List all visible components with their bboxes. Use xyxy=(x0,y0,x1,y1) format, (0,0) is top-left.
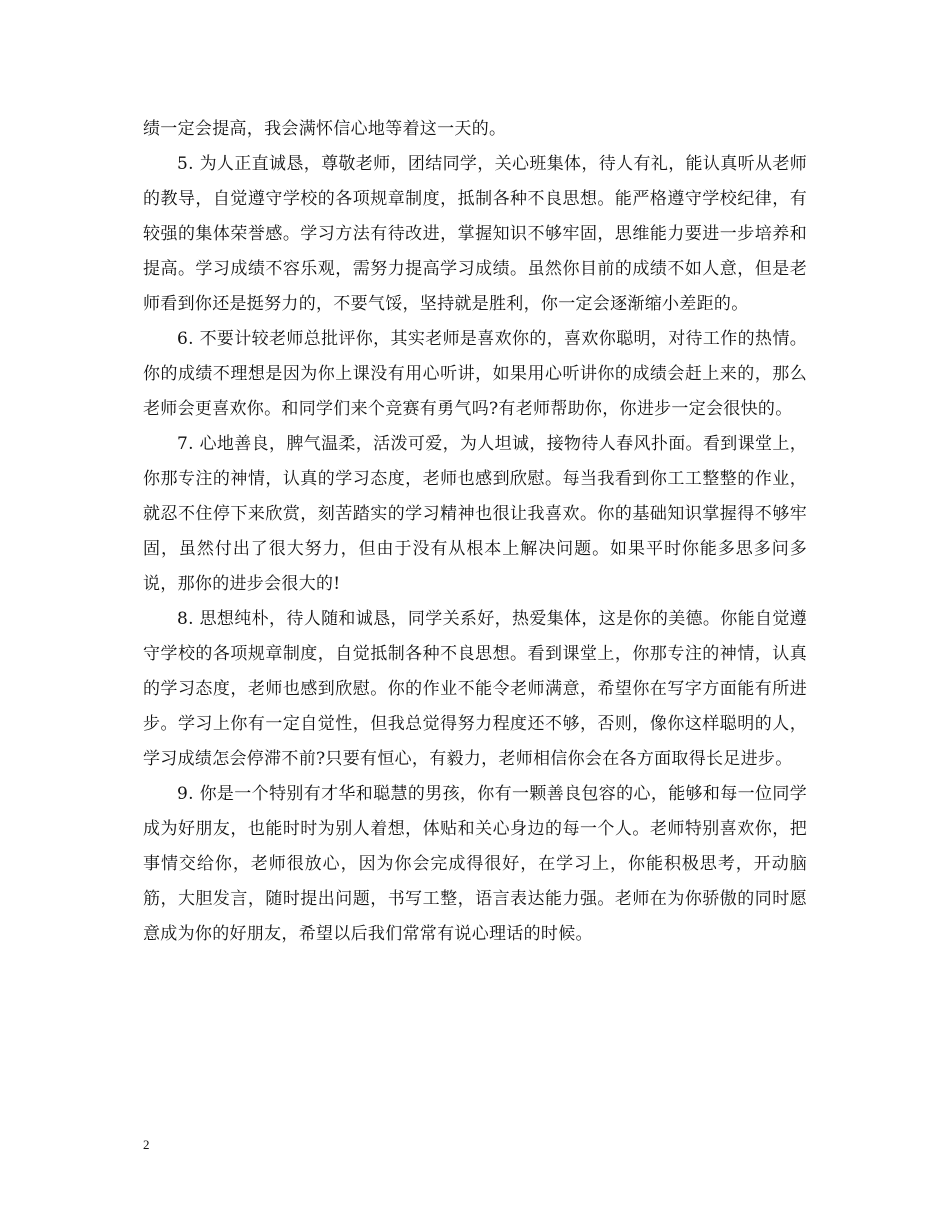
paragraph-item-7: 7. 心地善良，脾气温柔，活泼可爱，为人坦诚，接物待人春风扑面。看到课堂上，你那专注的神情，认真的学习态度，老师也感到欣慰。每当我看到你工工整整的作业，就忍不住停下来欣赏，刻苦踏实的学习精神也很让我喜欢。你的基础知识掌握得不够牢固，虽然付出了很大努力，但由于没有从根本上解决问题。如果平时你能多思多问多说，那你的进步会很大的! xyxy=(143,434,807,594)
paragraph-item-5: 5. 为人正直诚恳，尊敬老师，团结同学，关心班集体，待人有礼，能认真听从老师的教导，自觉遵守学校的各项规章制度，抵制各种不良思想。能严格遵守学校纪律，有较强的集体荣誉感。学习方法有待改进，掌握知识不够牢固，思维能力要进一步培养和提高。学习成绩不容乐观，需努力提高学习成绩。虽然你目前的成绩不如人意，但是老师看到你还是挺努力的，不要气馁，坚持就是胜利，你一定会逐渐缩小差距的。 xyxy=(143,154,807,314)
document-body xyxy=(143,112,807,952)
paragraph-item-6: 6. 不要计较老师总批评你，其实老师是喜欢你的，喜欢你聪明，对待工作的热情。你的成绩不理想是因为你上课没有用心听讲，如果用心听讲你的成绩会赶上来的，那么老师会更喜欢你。和同学们来个竞赛有勇气吗?有老师帮助你，你进步一定会很快的。 xyxy=(143,329,807,419)
paragraph-item-8: 8. 思想纯朴，待人随和诚恳，同学关系好，热爱集体，这是你的美德。你能自觉遵守学校的各项规章制度，自觉抵制各种不良思想。看到课堂上，你那专注的神情，认真的学习态度，老师也感到欣慰。你的作业不能令老师满意，希望你在写字方面能有所进步。学习上你有一定自觉性，但我总觉得努力程度还不够，否则，像你这样聪明的人，学习成绩怎会停滞不前?只要有恒心，有毅力，老师相信你会在各方面取得长足进步。 xyxy=(143,609,807,769)
page-number: 2 xyxy=(143,1137,150,1152)
paragraph-item-9: 9. 你是一个特别有才华和聪慧的男孩，你有一颗善良包容的心，能够和每一位同学成为好朋友，也能时时为别人着想，体贴和关心身边的每一个人。老师特别喜欢你，把事情交给你，老师很放心，因为你会完成得很好，在学习上，你能积极思考，开动脑筋，大胆发言，随时提出问题，书写工整，语言表达能力强。老师在为你骄傲的同时愿意成为你的好朋友，希望以后我们常常有说心理话的时候。 xyxy=(143,784,807,944)
paragraph-continuation: 绩一定会提高，我会满怀信心地等着这一天的。 xyxy=(143,119,507,139)
